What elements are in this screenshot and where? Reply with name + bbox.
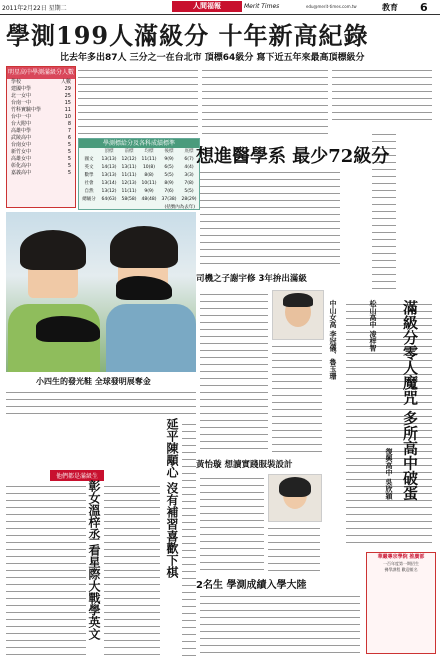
table-row: 台大附中 8	[11, 121, 71, 127]
page-number: 6	[420, 1, 428, 14]
table-row: 高雄女中 5	[11, 156, 71, 162]
main-headline: 學測199人滿級分 十年新高紀錄	[6, 21, 369, 50]
article-text-block	[182, 420, 196, 658]
table-row: 自然 13(12) 11(11) 9(9) 7(6) 5(5)	[84, 189, 194, 194]
article-text-block	[200, 592, 360, 658]
newspaper-logo-english: Merit Times	[244, 3, 280, 10]
headline-mainland-college: 2名生 學測成績入學大陸	[196, 580, 307, 591]
table-row: 台南一中 15	[11, 100, 71, 106]
table-row: 總級分 64(63) 58(58) 48(48) 37(38) 28(29)	[82, 197, 197, 202]
student-names-middle: 松山高中 凌梓智	[369, 300, 378, 352]
photo-caption: 小四生的發光鞋 全球發明展奪金	[36, 377, 151, 386]
student-hair	[283, 293, 313, 307]
student-hair	[110, 226, 178, 268]
table-row: 建國中學 29	[11, 86, 71, 92]
student-names-left: 中山女高 李冠儀、魯玉珊	[329, 300, 338, 380]
student-names-right: 復興高中 吳欣穎	[385, 448, 394, 500]
table-row: 英文 14(13) 13(11) 10(8) 6(5) 4(4)	[84, 165, 194, 170]
headline-driver-son: 司機之子謝宇修 3年拚出滿級	[196, 274, 307, 284]
ad-title: 華嚴專宗學院 推廣部	[377, 554, 425, 560]
table-row: 北一女中 25	[11, 93, 71, 99]
article-text-block	[200, 290, 268, 454]
student-hair	[279, 477, 311, 497]
headline-chen: 延平陳顒心 沒有補習喜歡下棋	[165, 418, 179, 579]
photo-student-xie	[272, 290, 324, 340]
ad-line: 一百年度第一期招生	[383, 561, 419, 566]
ad-line: 佛學課程 歡迎報名	[384, 567, 418, 572]
table-row: 國文 13(13) 12(12) 11(11) 9(9) 6(7)	[84, 157, 194, 162]
stat-box-perfect-scores	[6, 66, 76, 208]
article-text-block	[104, 482, 160, 658]
score-standards-table	[78, 138, 200, 210]
newspaper-logo: 人間福報	[172, 1, 242, 12]
table-row: 武陵高中 6	[11, 135, 71, 141]
headline-zhang: 彰女溫梓丞 看星際大戰學英文	[87, 480, 101, 641]
table-row: 台南女中 5	[11, 142, 71, 148]
section-email: edu@merit-times.com.tw	[306, 4, 357, 9]
caption-text-block	[6, 388, 196, 414]
issue-date: 2011年2月22日 星期二	[2, 5, 67, 12]
headline-huang: 黃怡璇 想讀實踐服裝設計	[196, 460, 293, 470]
table-row: 台中一中 10	[11, 114, 71, 120]
table-row: 社會 13(14) 12(13) 10(11) 8(9) 7(8)	[84, 181, 194, 186]
table-header-row: 頂標 前標 均標 後標 底標	[104, 149, 194, 154]
section-name: 教育	[382, 3, 398, 12]
score-table-note: (括號內為去年)	[164, 205, 195, 210]
stat-box-header: 學校 人數	[11, 79, 71, 85]
table-row: 數學 13(13) 11(11) 8(8) 5(5) 3(3)	[84, 173, 194, 178]
table-row: 竹科實驗中學 11	[11, 107, 71, 113]
headline-zero-fail: 滿級分零人魔咒 多所高中破蛋	[401, 300, 419, 501]
score-table-title: 學測標給分及各科成績標準	[79, 139, 199, 148]
table-row: 新竹女中 5	[11, 149, 71, 155]
photo-students-shoes	[6, 212, 196, 372]
student-hair	[20, 230, 86, 270]
stat-box-title: 明星高中學測滿級分人數	[7, 67, 75, 79]
table-row: 彰化高中 5	[11, 163, 71, 169]
headline-medical-school: 想進醫學系 最少72級分	[196, 146, 390, 167]
subheadline: 比去年多出87人 三分之一在台北市 頂標64級分 寫下近五年來最高頂標級分	[60, 53, 365, 63]
article-text-block	[6, 482, 86, 658]
advertisement	[366, 552, 436, 654]
photo-student-huang	[268, 474, 322, 522]
table-row: 高雄中學 7	[11, 128, 71, 134]
table-row: 嘉義高中 5	[11, 170, 71, 176]
article-text-block	[332, 66, 432, 126]
article-text-block	[78, 66, 198, 136]
article-text-block	[200, 168, 340, 268]
article-text-block	[272, 342, 322, 454]
article-text-block	[202, 66, 328, 138]
article-text-block	[200, 474, 264, 572]
student-uniform	[106, 304, 196, 372]
article-text-block	[268, 524, 320, 572]
section-label: 他們都是滿級生	[50, 470, 104, 481]
